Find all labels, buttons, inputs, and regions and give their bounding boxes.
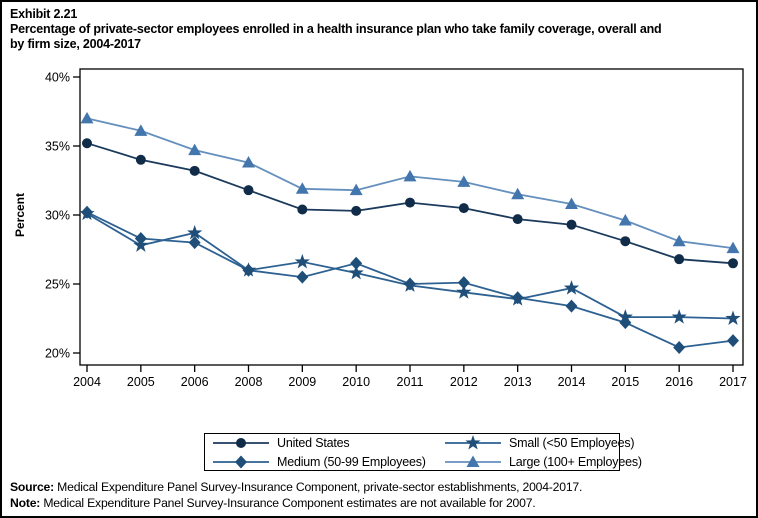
legend-entry (213, 454, 445, 470)
legend-diamond-sample (213, 454, 269, 470)
star-marker (295, 254, 310, 268)
circle-marker (351, 206, 361, 216)
circle-marker (567, 220, 577, 230)
source-text: Medical Expenditure Panel Survey-Insurance Component, private-sector establishments, 2004-2017. (53, 480, 583, 494)
chart-title-line2: by firm size, 2004-2017 (10, 37, 141, 51)
note-label: Note: (10, 496, 41, 510)
circle-marker (190, 166, 200, 176)
triangle-marker (81, 112, 94, 124)
series-united-states (82, 138, 738, 268)
circle-marker (620, 236, 630, 246)
legend-star-sample (445, 435, 501, 451)
y-axis-title: Percent (13, 192, 27, 238)
series-line (87, 118, 733, 248)
circle-marker (244, 185, 254, 195)
chart-title-line1: Percentage of private-sector employees enrolled in a health insurance plan who take family coverage, overall and (10, 22, 662, 36)
x-axis-tick-label: 2017 (719, 375, 747, 389)
diamond-marker (673, 341, 685, 354)
exhibit-label: Exhibit 2.21 (10, 7, 78, 21)
legend-circle-sample (213, 435, 269, 451)
star-marker (672, 309, 687, 323)
diamond-marker (566, 300, 578, 313)
circle-marker (728, 258, 738, 268)
circle-marker (674, 254, 684, 264)
star-marker (564, 280, 579, 294)
star-marker (456, 284, 471, 298)
x-axis-tick-label: 2008 (234, 375, 263, 389)
x-axis-tick-label: 2012 (449, 375, 478, 389)
y-axis-tick-label: 20% (44, 346, 70, 361)
y-axis-tick-label: 35% (44, 139, 70, 154)
x-axis-tick-label: 2014 (557, 375, 586, 389)
y-axis-tick-label: 30% (44, 208, 70, 223)
circle-marker (405, 198, 415, 208)
circle-marker (82, 138, 92, 148)
series-small-50-employees (79, 206, 740, 325)
chart-legend (204, 433, 642, 471)
series-line (87, 214, 733, 319)
star-marker (725, 311, 740, 325)
title-block (10, 7, 754, 52)
legend-triangle-sample (445, 454, 501, 470)
legend-entry (445, 435, 642, 451)
legend-label: Small (<50 Employees) (509, 435, 635, 450)
diamond-marker (235, 455, 247, 468)
y-axis-tick-label: 25% (44, 277, 70, 292)
legend-entry (445, 454, 642, 470)
circle-marker (297, 204, 307, 214)
source-label: Source: (10, 480, 54, 494)
circle-marker (236, 438, 246, 448)
x-axis-tick-label: 2016 (665, 375, 694, 389)
star-marker (349, 265, 364, 279)
series-large-100-employees (81, 112, 740, 253)
y-axis-tick-label: 40% (44, 70, 70, 85)
footer-notes (10, 479, 754, 511)
line-chart (2, 60, 758, 405)
legend-label: Medium (50-99 Employees) (277, 454, 426, 469)
diamond-marker (727, 334, 739, 347)
circle-marker (513, 214, 523, 224)
x-axis-tick-label: 2005 (126, 375, 155, 389)
x-axis-tick-label: 2006 (180, 375, 209, 389)
note-line (10, 495, 754, 511)
triangle-marker (673, 235, 686, 247)
circle-marker (459, 203, 469, 213)
x-axis-tick-label: 2011 (396, 375, 424, 389)
legend-label: Large (100+ Employees) (509, 454, 642, 469)
legend-entry (213, 435, 445, 451)
triangle-marker (404, 170, 417, 182)
note-text: Medical Expenditure Panel Survey-Insurance Component estimates are not available for 2007. (40, 496, 536, 510)
x-axis-tick-label: 2010 (342, 375, 371, 389)
x-axis-tick-label: 2004 (73, 375, 101, 389)
plot-area-border (80, 69, 743, 365)
legend-label: United States (277, 435, 350, 450)
star-marker (465, 435, 480, 449)
source-line (10, 479, 754, 495)
x-axis-tick-label: 2015 (611, 375, 640, 389)
diamond-marker (296, 271, 308, 284)
x-axis-tick-label: 2013 (503, 375, 532, 389)
circle-marker (136, 155, 146, 165)
x-axis-tick-label: 2009 (288, 375, 317, 389)
